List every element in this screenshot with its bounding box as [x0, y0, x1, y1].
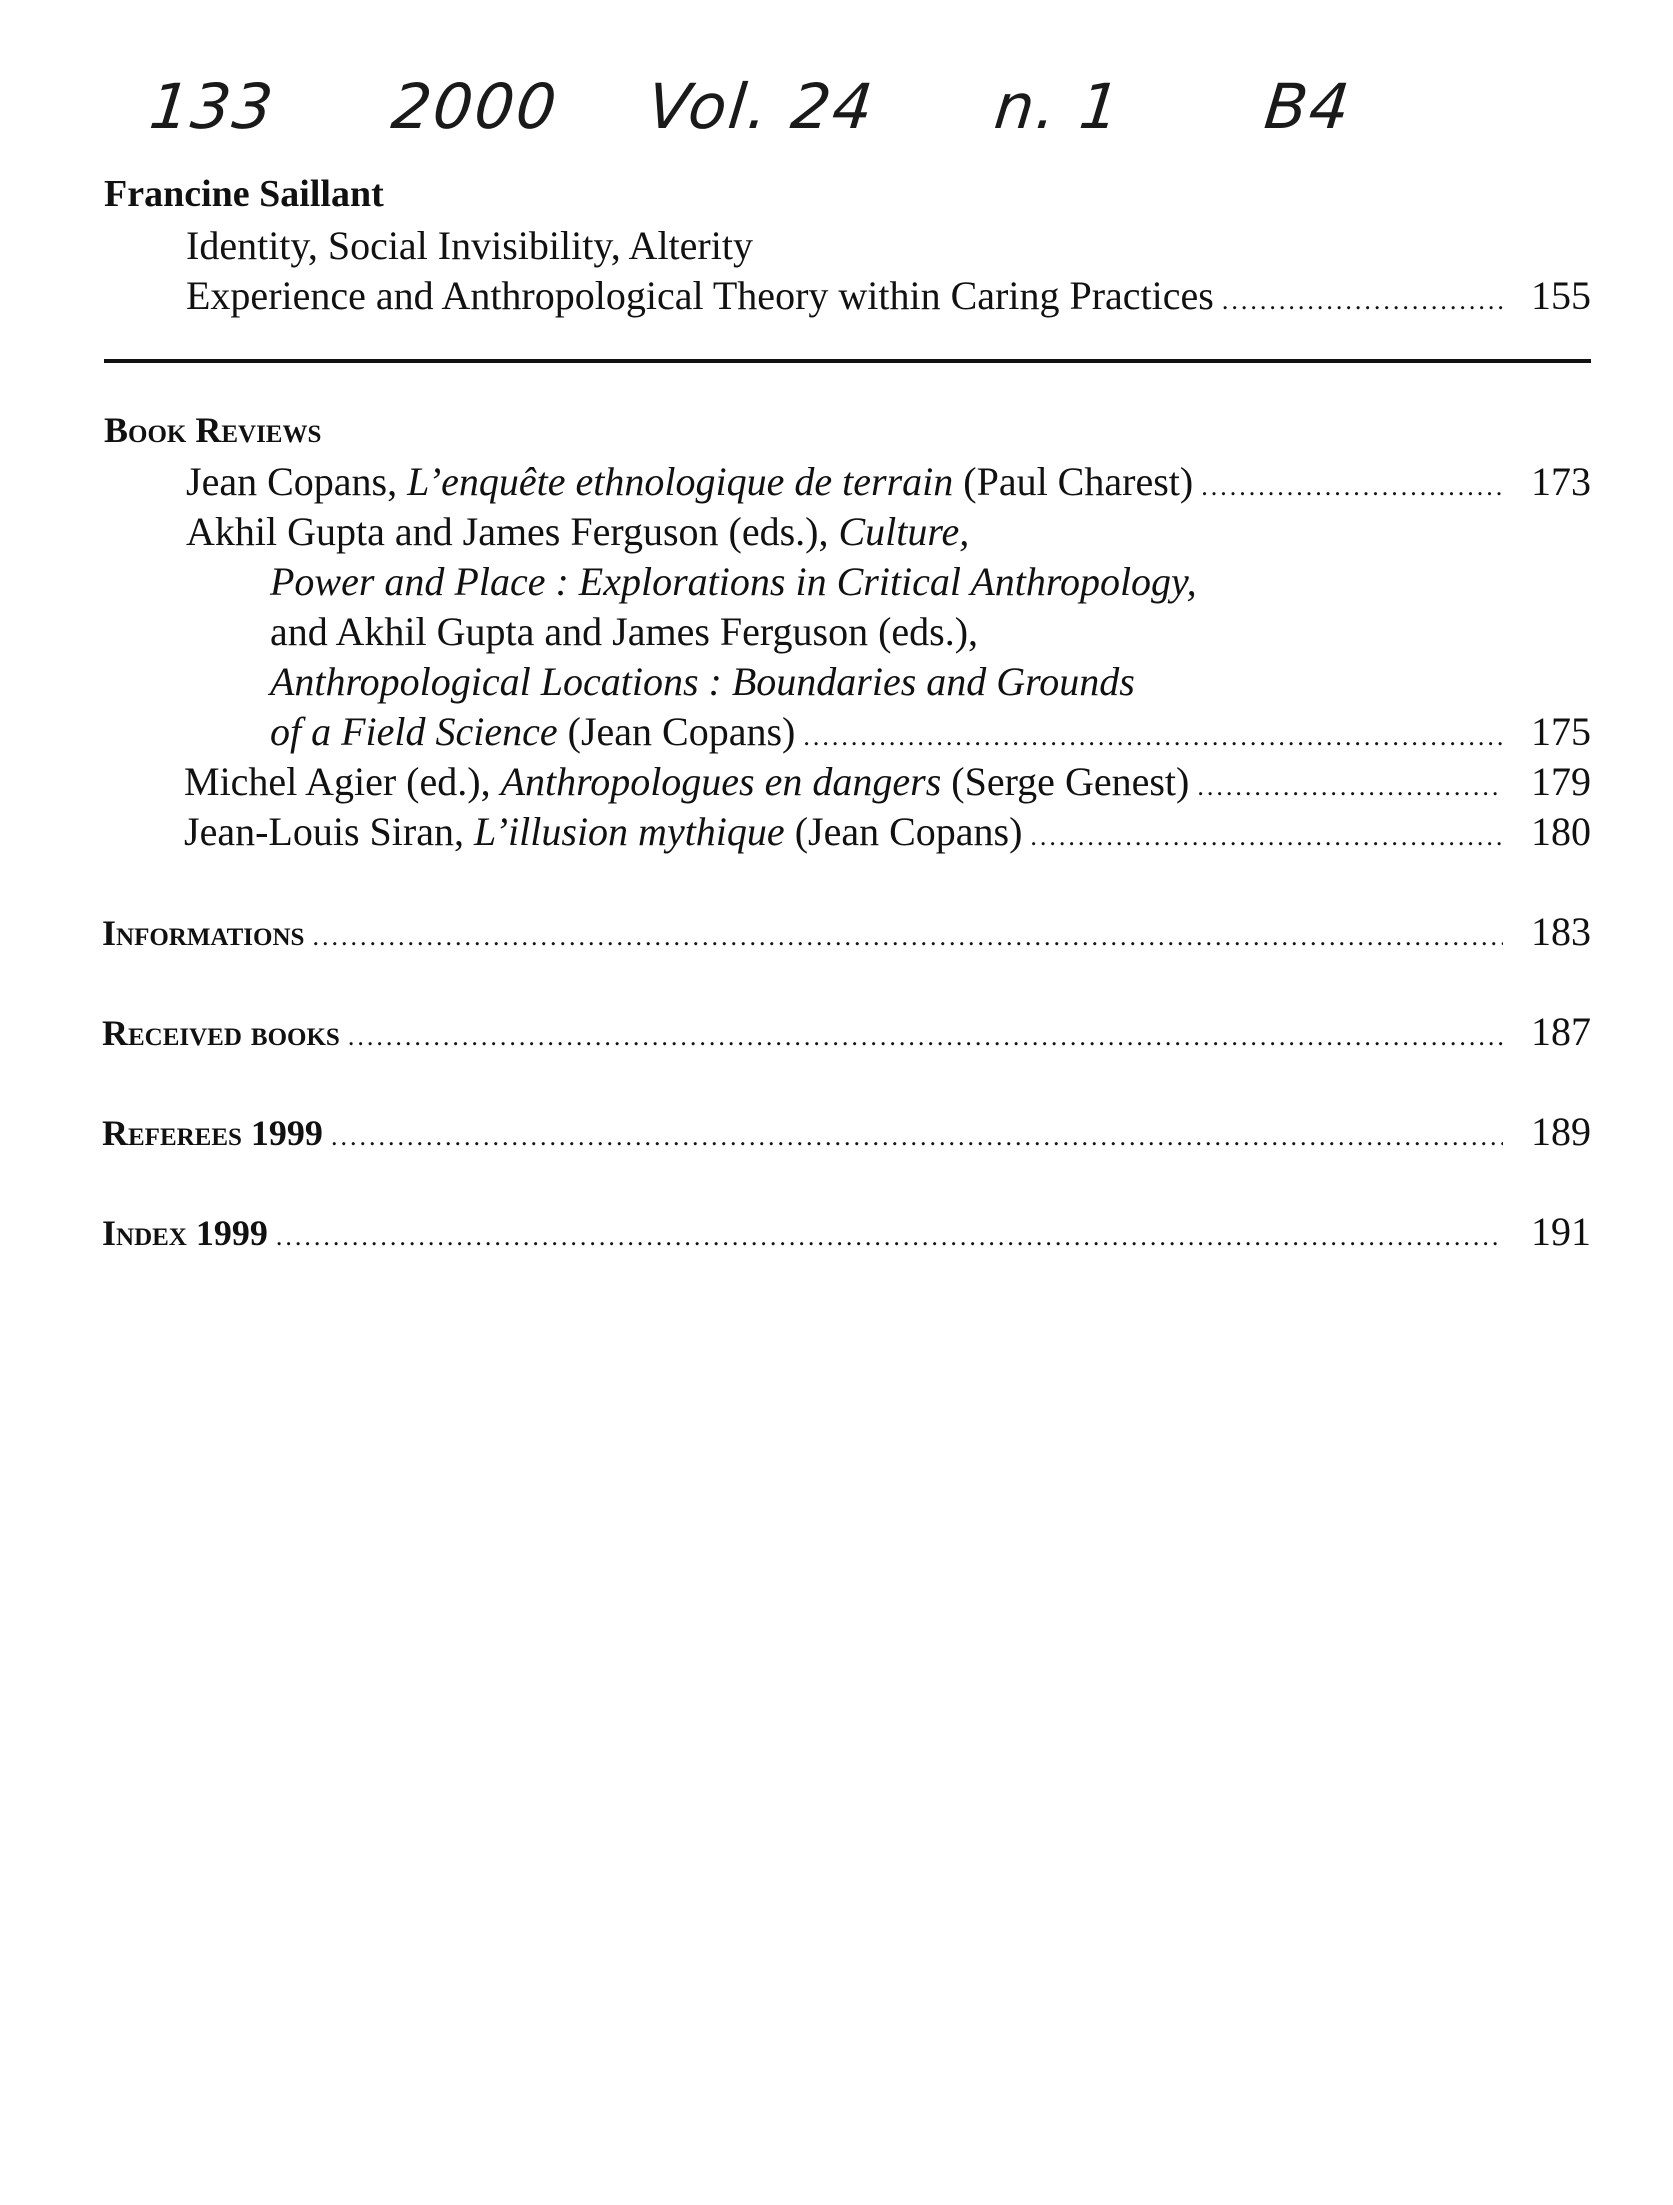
review-author: Michel Agier (ed.),: [184, 759, 501, 804]
page-number: 179: [1531, 759, 1591, 804]
review-entry-2-line4: [270, 658, 1135, 706]
review-entry-4: [184, 808, 1591, 861]
review-title: L’enquête ethnologique de terrain: [407, 459, 954, 504]
leader-dots: [1197, 763, 1503, 811]
review-title: Power and Place : Explorations in Critical Anthropology,: [270, 559, 1197, 604]
page-number: 155: [1531, 273, 1591, 318]
page-number: 175: [1531, 709, 1591, 754]
handwritten-volume: Vol. 24: [644, 70, 879, 143]
review-author: Akhil Gupta and James Ferguson (eds.),: [186, 509, 839, 554]
reviewer: (Jean Copans): [557, 709, 796, 754]
page-number: 189: [1531, 1109, 1591, 1154]
handwritten-code: 133: [146, 70, 279, 143]
review-author: Jean-Louis Siran,: [184, 809, 474, 854]
page-number: 180: [1531, 809, 1591, 854]
review-title: Anthropologues en dangers: [500, 759, 942, 804]
page-number: 183: [1531, 909, 1591, 954]
article-entry: [186, 272, 1591, 325]
review-author: Jean Copans,: [186, 459, 408, 504]
section-label: Referees 1999: [102, 1113, 323, 1153]
section-referees: [102, 1108, 1591, 1161]
review-entry-1: [186, 458, 1591, 511]
page-number: 187: [1531, 1009, 1591, 1054]
review-citation: [184, 758, 1189, 806]
leader-dots: [1222, 277, 1503, 325]
reviewer: (Jean Copans): [784, 809, 1023, 854]
reviewer: (Serge Genest): [941, 759, 1190, 804]
review-citation: [186, 458, 1193, 506]
handwritten-number: n. 1: [991, 70, 1126, 143]
reviewer: (Paul Charest): [953, 459, 1194, 504]
review-entry-3: [184, 758, 1591, 811]
section-label: Received books: [102, 1013, 340, 1053]
leader-dots: [1030, 813, 1503, 861]
article-title-line2: Experience and Anthropological Theory within Caring Practices: [186, 273, 1214, 318]
review-entry-2-line2: [270, 558, 1197, 606]
section-label: Informations: [102, 913, 305, 953]
review-entry-2-line1: [186, 508, 969, 556]
handwritten-year: 2000: [388, 70, 562, 143]
book-reviews-heading: Book Reviews: [104, 410, 322, 450]
section-received-books: [102, 1008, 1591, 1061]
review-title: L’illusion mythique: [473, 809, 785, 854]
leader-dots: [331, 1113, 1503, 1161]
leader-dots: [276, 1213, 1503, 1261]
review-citation: [184, 808, 1022, 856]
section-label: Index 1999: [102, 1213, 268, 1253]
review-entry-2-line3: and Akhil Gupta and James Ferguson (eds.),: [270, 609, 979, 654]
article-title-line1: Identity, Social Invisibility, Alterity: [186, 223, 753, 268]
leader-dots: [803, 713, 1503, 761]
leader-dots: [1201, 463, 1503, 511]
article-author: Francine Saillant: [104, 173, 384, 215]
review-title: Culture,: [838, 509, 970, 554]
review-entry-2-line5: [270, 708, 1591, 761]
review-title: of a Field Science: [270, 709, 558, 754]
page-number: 173: [1531, 459, 1591, 504]
leader-dots: [312, 913, 1503, 961]
section-informations: [102, 908, 1591, 961]
leader-dots: [348, 1013, 1503, 1061]
review-citation: [270, 708, 795, 756]
section-divider: [104, 359, 1591, 363]
page-number: 191: [1531, 1209, 1591, 1254]
handwritten-tag: B4: [1261, 70, 1355, 143]
review-title: Anthropological Locations : Boundaries and Grounds: [270, 659, 1135, 704]
section-index: [102, 1208, 1591, 1261]
